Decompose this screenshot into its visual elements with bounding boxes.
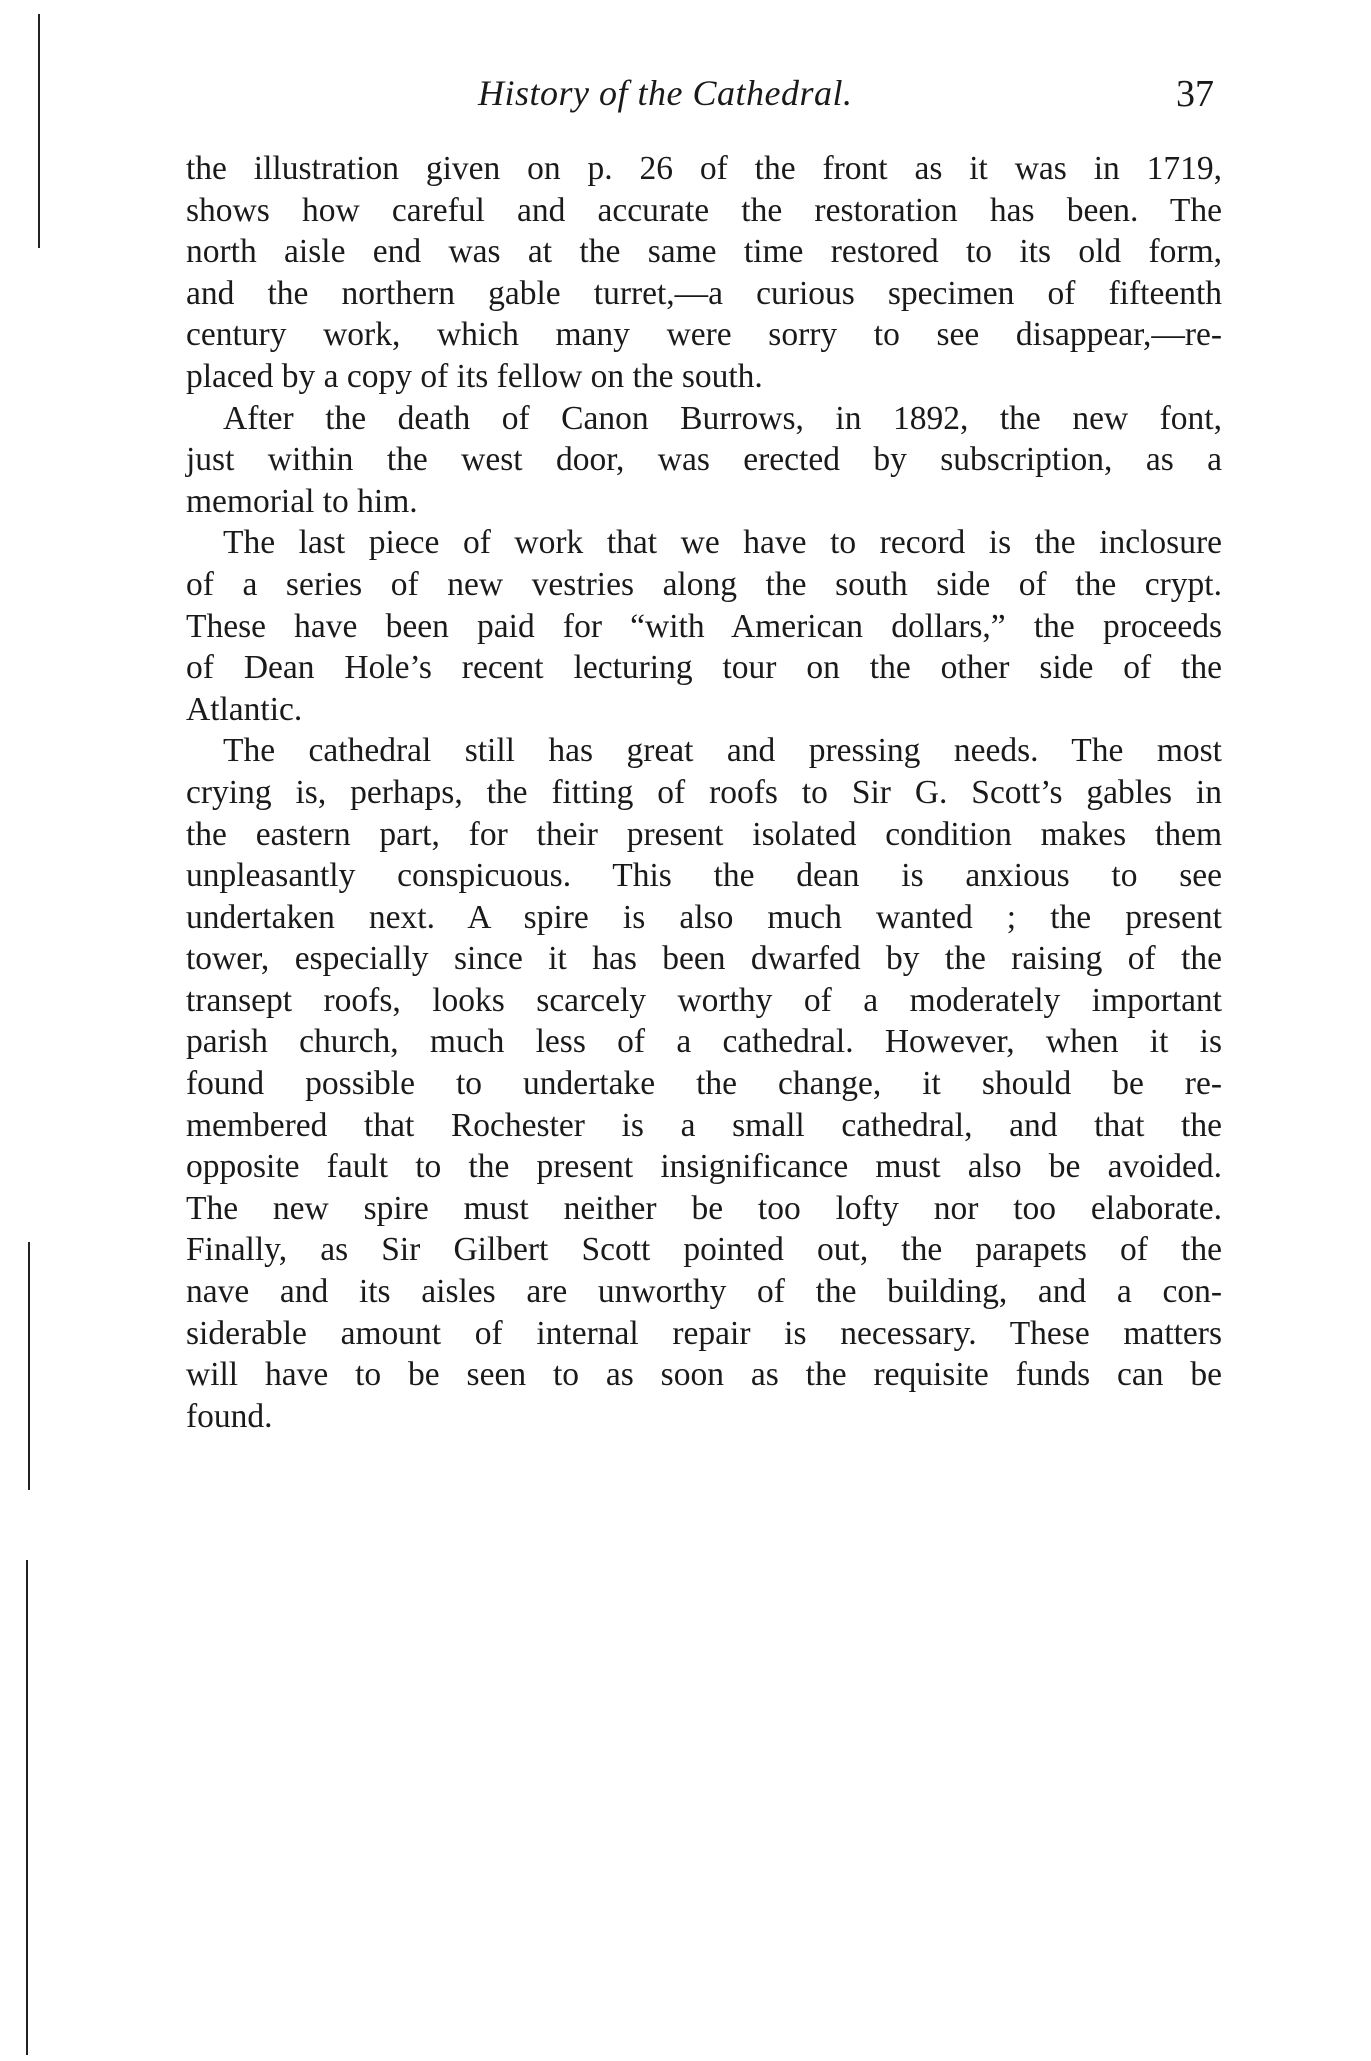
text-line: found. [186, 1397, 273, 1435]
text-line: parish church, much less of a cathedral. However, when it is [186, 1023, 1222, 1061]
text-line: tower, especially since it has been dwarfed by the raising of the [186, 940, 1222, 978]
text-line: crying is, perhaps, the fitting of roofs to Sir G. Scott’s gables in [186, 773, 1222, 811]
text-line: found possible to undertake the change, it should be re- [186, 1065, 1222, 1103]
text-line: north aisle end was at the same time restored to its old form, [186, 233, 1222, 271]
text-line: placed by a copy of its fellow on the south. [186, 357, 763, 395]
paragraph [186, 730, 1222, 1437]
text-line: and the northern gable turret,—a curious specimen of fifteenth [186, 274, 1222, 312]
scan-margin-line [26, 1560, 28, 2055]
text-line: opposite fault to the present insignificance must also be avoided. [186, 1148, 1222, 1186]
text-line: Atlantic. [186, 690, 303, 728]
text-line: just within the west door, was erected by subscription, as a [186, 441, 1222, 479]
text-line: The new spire must neither be too lofty nor too elaborate. [186, 1189, 1222, 1227]
text-line: membered that Rochester is a small cathedral, and that the [186, 1106, 1222, 1144]
body-text [186, 148, 1222, 1437]
text-line: The cathedral still has great and pressing needs. The most [223, 732, 1222, 770]
text-line: of Dean Hole’s recent lecturing tour on the other side of the [186, 649, 1222, 687]
text-line: the eastern part, for their present isolated condition makes them [186, 815, 1222, 853]
running-head-title: History of the Cathedral. [478, 73, 853, 113]
text-line: The last piece of work that we have to record is the inclosure [223, 524, 1222, 562]
text-line: Finally, as Sir Gilbert Scott pointed out, the parapets of the [186, 1231, 1222, 1269]
text-line: will have to be seen to as soon as the requisite funds can be [186, 1356, 1222, 1394]
paragraph [186, 398, 1222, 523]
text-line: memorial to him. [186, 482, 418, 520]
text-line: unpleasantly conspicuous. This the dean is anxious to see [186, 857, 1222, 895]
page-number: 37 [1176, 73, 1214, 115]
text-line: siderable amount of internal repair is necessary. These matters [186, 1314, 1222, 1352]
text-line: of a series of new vestries along the south side of the crypt. [186, 565, 1222, 603]
text-line: the illustration given on p. 26 of the front as it was in 1719, [186, 150, 1222, 187]
text-line: undertaken next. A spire is also much wanted ; the present [186, 898, 1222, 936]
paragraph [186, 522, 1222, 730]
scan-margin-line [38, 14, 40, 248]
scan-margin-line [28, 1242, 30, 1490]
running-head [0, 72, 1371, 118]
text-line: transept roofs, looks scarcely worthy of a moderately important [186, 981, 1222, 1019]
paragraph [186, 148, 1222, 398]
text-line: century work, which many were sorry to see disappear,—re- [186, 316, 1222, 354]
text-line: After the death of Canon Burrows, in 1892, the new font, [223, 399, 1222, 437]
text-line: nave and its aisles are unworthy of the building, and a con- [186, 1273, 1222, 1311]
text-line: These have been paid for “with American dollars,” the proceeds [186, 607, 1222, 645]
text-line: shows how careful and accurate the restoration has been. The [186, 191, 1222, 229]
